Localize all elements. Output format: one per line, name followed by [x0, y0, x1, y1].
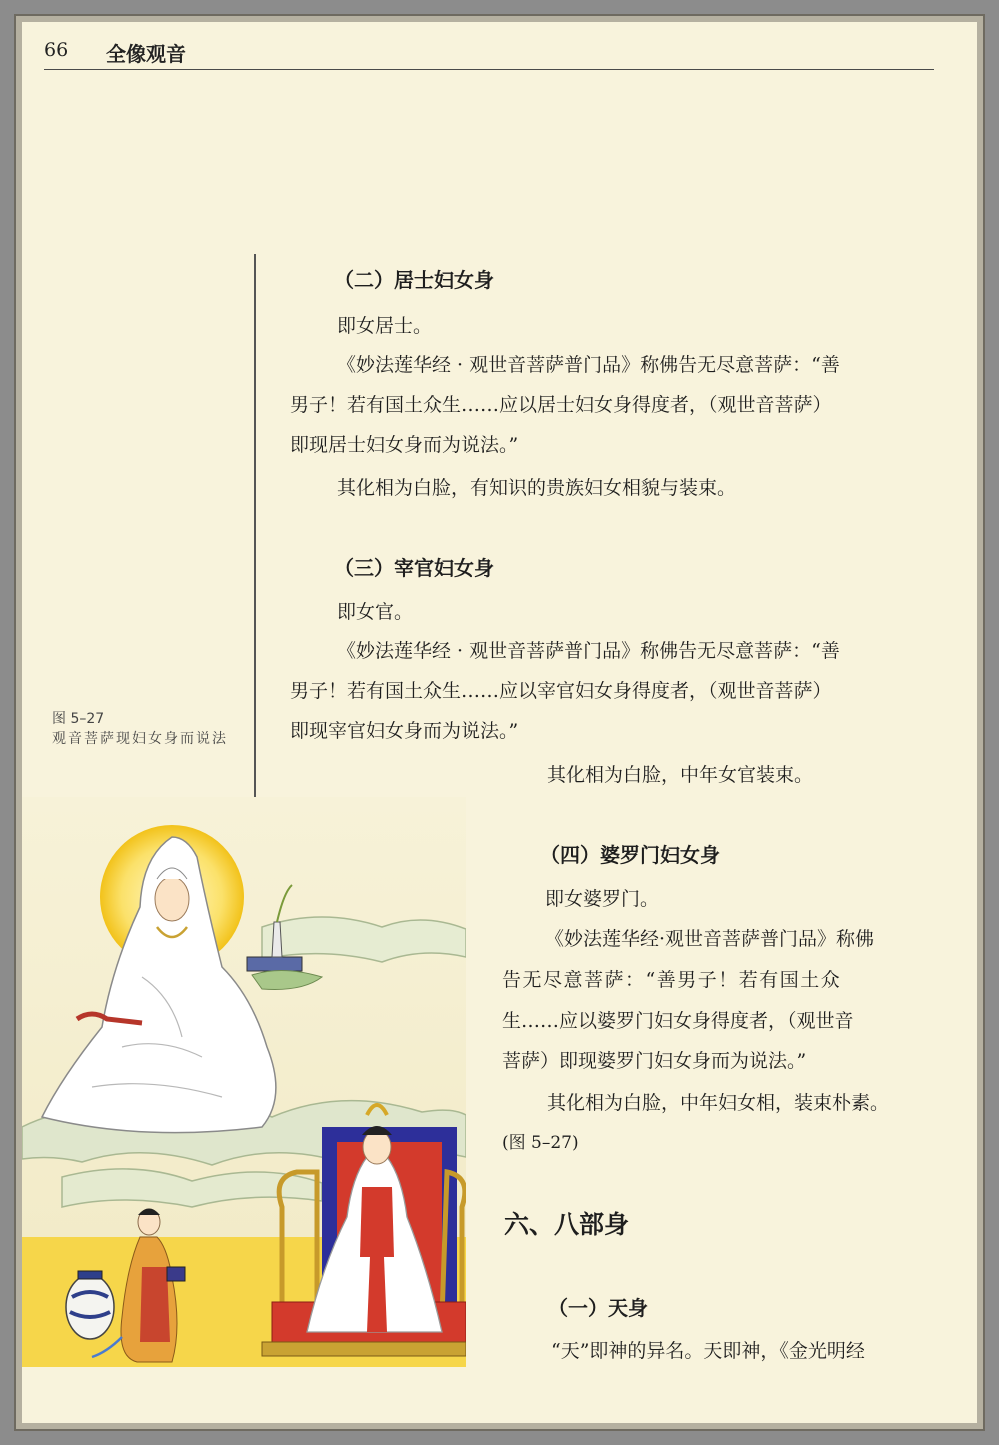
paragraph-line: 其化相为白脸，中年女官装束。 [547, 764, 814, 786]
figure-caption-text: 观音菩萨现妇女身而说法 [52, 731, 228, 747]
paragraph-line: 即女官。 [337, 601, 414, 623]
section-heading-brahmin-woman: （四）婆罗门妇女身 [540, 843, 720, 867]
paragraph-line: 其化相为白脸，有知识的贵族妇女相貌与装束。 [337, 477, 737, 499]
section-heading-official-woman: （三）宰官妇女身 [334, 556, 494, 580]
running-header [44, 37, 934, 70]
subsection-heading-heaven-body: （一）天身 [548, 1296, 648, 1320]
paragraph-line: 即女居士。 [337, 315, 433, 337]
paragraph-line: 即现宰官妇女身而为说法。” [290, 720, 519, 742]
figure-reference: (图 5–27) [502, 1133, 579, 1153]
paragraph-line: 即现居士妇女身而为说法。” [290, 434, 519, 456]
paragraph-line: 男子！若有国土众生……应以宰官妇女身得度者，（观世音菩萨） [290, 680, 832, 702]
vase [272, 922, 282, 957]
paragraph-line: 《妙法莲华经·观世音菩萨普门品》称佛 [545, 928, 875, 950]
paragraph-line: 其化相为白脸，中年妇女相，装束朴素。 [547, 1092, 890, 1114]
paragraph-line: 男子！若有国土众生……应以居士妇女身得度者，（观世音菩萨） [290, 394, 832, 416]
paragraph-line: “天”即神的异名。天即神，《金光明经 [551, 1340, 865, 1362]
section-heading-layman-woman: （二）居士妇女身 [334, 268, 494, 292]
chapter-heading: 六、八部身 [504, 1210, 630, 1239]
column-divider [254, 254, 256, 799]
book-page [22, 22, 977, 1423]
page-number: 66 [44, 39, 69, 61]
paragraph-line: 即女婆罗门。 [545, 888, 660, 910]
paragraph-line: 菩萨）即现婆罗门妇女身而为说法。” [502, 1050, 807, 1072]
paragraph-line: 《妙法莲华经 · 观世音菩萨普门品》称佛告无尽意菩萨：“善 [337, 354, 840, 376]
figure-caption [52, 709, 252, 749]
figure-number: 图 5–27 [52, 711, 105, 727]
paragraph-line: 生……应以婆罗门妇女身得度者，（观世音 [502, 1010, 854, 1032]
guanyin-face [155, 877, 189, 921]
paragraph-line: 《妙法莲华经 · 观世音菩萨普门品》称佛告无尽意菩萨：“善 [337, 640, 840, 662]
paragraph-line: 告无尽意菩萨：“善男子！若有国土众 [502, 969, 842, 991]
book-title: 全像观音 [106, 42, 186, 66]
guanyin-illustration [22, 797, 466, 1367]
seated-woman-face [363, 1130, 391, 1164]
altar-table [247, 957, 302, 971]
